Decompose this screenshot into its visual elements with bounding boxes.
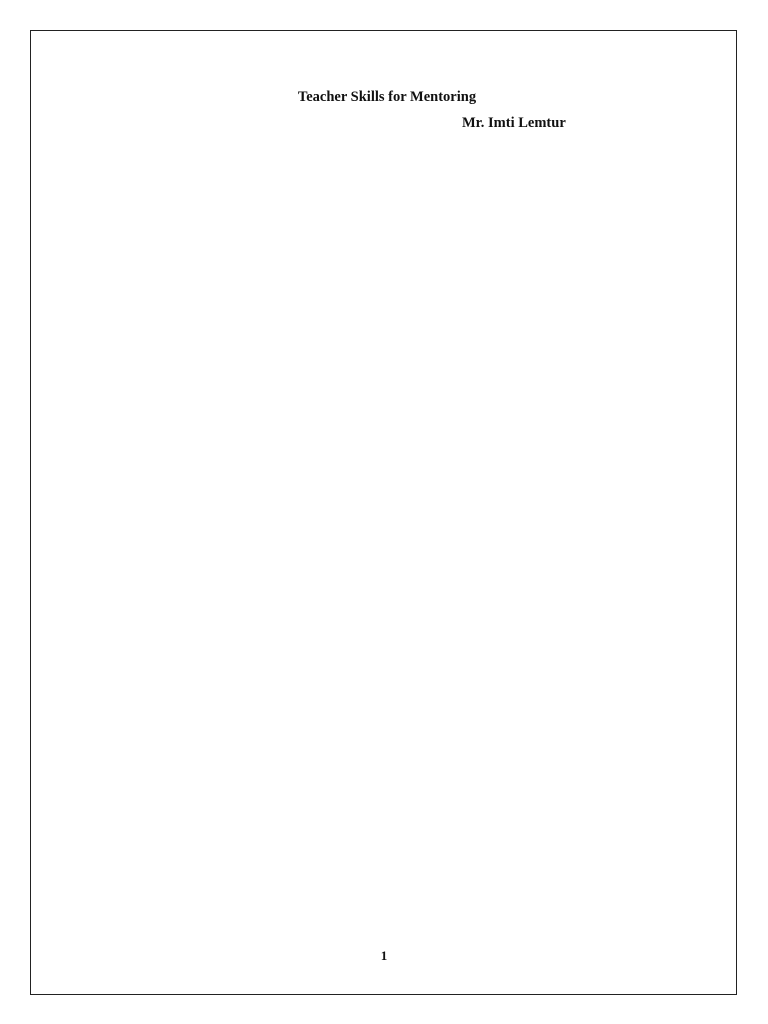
- author-name: Mr. Imti Lemtur: [462, 115, 566, 131]
- page-border: [30, 30, 737, 995]
- document-title: Teacher Skills for Mentoring: [297, 89, 477, 105]
- document-body: [92, 88, 682, 145]
- author-block: [462, 114, 682, 132]
- page-number: 1: [380, 948, 388, 963]
